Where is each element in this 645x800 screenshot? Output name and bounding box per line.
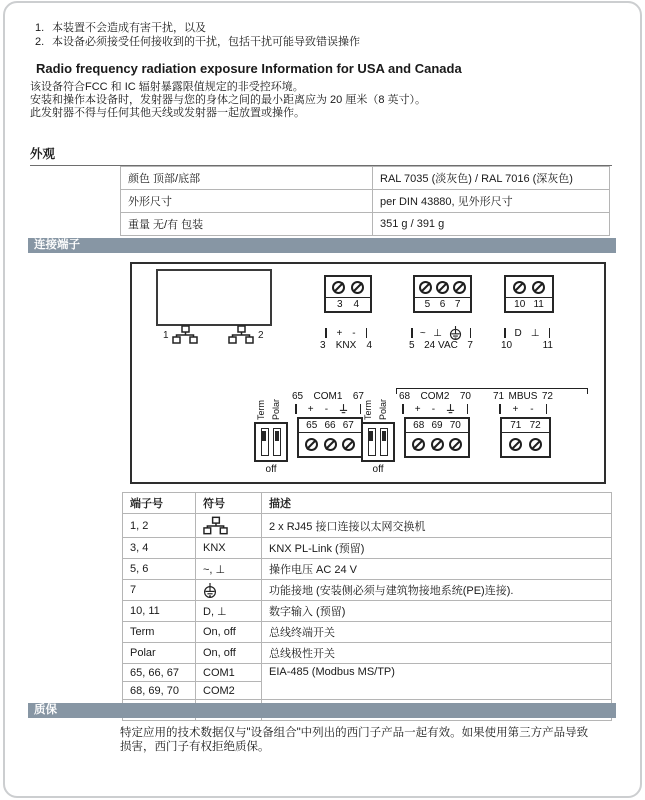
dip-slider <box>368 428 376 456</box>
description-cell: 操作电压 AC 24 V <box>262 559 612 580</box>
attribute-value: RAL 7035 (淡灰色) / RAL 7016 (深灰色) <box>373 167 610 190</box>
table-row <box>123 622 612 643</box>
table-row <box>123 538 612 559</box>
notes-list <box>35 22 595 49</box>
table-row <box>123 664 612 682</box>
screw-terminal-icon <box>513 281 526 294</box>
appearance-table <box>120 166 610 236</box>
bus-name: MBUS <box>508 391 538 402</box>
terminal-number: 5 <box>424 299 431 310</box>
list-text: 本装置不会造成有害干扰，以及 <box>52 22 206 34</box>
screw-terminal-icon <box>436 281 449 294</box>
terminal-cell: 68, 69, 70 <box>123 682 196 700</box>
terminal-number: 68 <box>399 391 411 402</box>
terminal-number: 65 <box>292 391 304 402</box>
ethernet-icon <box>203 516 228 535</box>
terminal-cell: 65, 66, 67 <box>123 664 196 682</box>
symbol-cell: D, ⊥ <box>196 601 262 622</box>
dip-off-label: off <box>372 464 384 475</box>
tick-mark <box>411 328 413 338</box>
terminal-cell: Polar <box>123 643 196 664</box>
terminal-number: 3 <box>336 299 343 310</box>
symbol-cell: KNX <box>196 538 262 559</box>
bus-name: 24 VAC <box>424 339 458 351</box>
terminal-number: 4 <box>366 339 372 351</box>
terminal-cell: 7 <box>123 580 196 601</box>
digital-sign: D <box>514 327 522 339</box>
ground-icon <box>446 404 455 415</box>
terminal-number: 4 <box>353 299 360 310</box>
eth-port-1-label: 1 <box>163 330 169 341</box>
functional-earth-icon <box>449 326 462 340</box>
dip-label-polar: Polar <box>378 398 388 420</box>
paragraph-line: 特定应用的技术数据仅与"设备组合"中列出的西门子产品一起有效。如果使用第三方产品导致 <box>120 727 589 739</box>
polarity-sign: - <box>352 327 356 339</box>
terminal-number: 10 <box>514 299 526 310</box>
symbol-cell: COM1 <box>196 664 262 682</box>
terminal-number: 3 <box>320 339 326 351</box>
functional-earth-icon <box>203 583 217 598</box>
list-item <box>35 36 595 50</box>
terminal-number: 71 <box>493 391 505 402</box>
terminal-cell: 3, 4 <box>123 538 196 559</box>
tick-mark <box>402 404 404 414</box>
rf-exposure-paragraph <box>30 81 610 120</box>
symbol-cell: On, off <box>196 622 262 643</box>
list-number: 2. <box>35 35 45 48</box>
polarity-sign: + <box>414 403 421 415</box>
terminal-cell: 5, 6 <box>123 559 196 580</box>
symbol-cell: On, off <box>196 643 262 664</box>
knx-label-group <box>320 327 372 351</box>
vac-label-group <box>409 327 473 351</box>
col-header-description: 描述 <box>262 493 612 514</box>
tick-mark <box>470 328 472 338</box>
dip-switch <box>254 422 288 462</box>
description-cell: EIA-485 (Modbus MS/TP) <box>262 664 612 700</box>
attribute-value: per DIN 43880, 见外形尺寸 <box>373 190 610 213</box>
col-header-symbol: 符号 <box>196 493 262 514</box>
screw-terminal-icon <box>324 438 337 451</box>
table-row <box>123 559 612 580</box>
bus-name: KNX <box>335 339 357 351</box>
dip-slider <box>273 428 281 456</box>
polarity-sign: + <box>512 403 519 415</box>
tick-mark <box>325 328 327 338</box>
paragraph-line: 安装和操作本设备时，发射器与您的身体之间的最小距离应为 20 厘米（8 英寸）。 <box>30 94 427 106</box>
terminal-number: 5 <box>409 339 415 351</box>
terminal-diagram <box>130 262 606 484</box>
description-cell: KNX PL-Link (预留) <box>262 538 612 559</box>
ground-icon <box>339 404 348 415</box>
screw-terminal-icon <box>342 438 355 451</box>
symbol-cell <box>196 514 262 538</box>
terminal-number: 67 <box>342 420 354 431</box>
dip-switch-labels <box>256 386 281 420</box>
terminal-number: 67 <box>352 391 364 402</box>
ground-sign: ⊥ <box>530 327 540 339</box>
tick-mark <box>366 328 368 338</box>
ethernet-icon <box>228 325 254 344</box>
screw-terminal-icon <box>509 438 522 451</box>
ethernet-icon <box>172 325 198 344</box>
tick-mark <box>504 328 506 338</box>
tick-mark <box>295 404 297 414</box>
terminal-number: 70 <box>449 420 461 431</box>
table-row <box>123 643 612 664</box>
dip-slider <box>380 428 388 456</box>
terminal-table <box>122 492 612 721</box>
dip-switch <box>361 422 395 462</box>
tick-mark <box>467 404 469 414</box>
terminal-number: 6 <box>439 299 446 310</box>
screw-terminal-icon <box>431 438 444 451</box>
terminal-block-com1 <box>297 417 363 458</box>
symbol-cell: ~, ⊥ <box>196 559 262 580</box>
description-cell: 数字输入 (预留) <box>262 601 612 622</box>
terminal-block-com2 <box>404 417 470 458</box>
polarity-sign: - <box>530 403 534 415</box>
list-text: 本设备必须接受任何接收到的干扰，包括干扰可能导致错误操作 <box>52 35 360 48</box>
attribute-label: 重量 无/有 包装 <box>121 213 373 236</box>
col-header-terminal: 端子号 <box>123 493 196 514</box>
screw-terminal-icon <box>529 438 542 451</box>
terminal-number: 10 <box>501 339 513 351</box>
screw-terminal-icon <box>453 281 466 294</box>
terminal-number: 7 <box>467 339 473 351</box>
polarity-sign: - <box>324 403 329 415</box>
terminal-cell: 10, 11 <box>123 601 196 622</box>
device-front-rect <box>156 269 272 326</box>
terminal-number: 7 <box>454 299 461 310</box>
terminal-number: 69 <box>431 420 443 431</box>
table-row <box>123 601 612 622</box>
table-row <box>123 580 612 601</box>
table-header-row <box>123 493 612 514</box>
terminal-number: 66 <box>324 420 336 431</box>
list-item <box>35 22 595 36</box>
terminal-number: 65 <box>306 420 318 431</box>
terminal-number: 11 <box>542 339 553 351</box>
section-title-warranty: 质保 <box>28 703 616 718</box>
table-row <box>123 514 612 538</box>
bus-name: COM1 <box>313 391 343 402</box>
polarity-sign: - <box>431 403 436 415</box>
attribute-label: 颜色 顶部/底部 <box>121 167 373 190</box>
description-cell: 2 x RJ45 接口连接以太网交换机 <box>262 514 612 538</box>
section-title-appearance: 外观 <box>30 144 612 166</box>
terminal-number: 70 <box>459 391 471 402</box>
paragraph-line: 损害，西门子有权拒绝质保。 <box>120 741 270 753</box>
eth-port-2-label: 2 <box>258 330 264 341</box>
attribute-label: 外形尺寸 <box>121 190 373 213</box>
attribute-value: 351 g / 391 g <box>373 213 610 236</box>
ground-sign: ⊥ <box>433 327 442 339</box>
tick-mark <box>549 328 551 338</box>
terminal-cell: 1, 2 <box>123 514 196 538</box>
screw-terminal-icon <box>449 438 462 451</box>
dip-label-polar: Polar <box>271 398 281 420</box>
paragraph-line: 此发射器不得与任何其他天线或发射器一起放置或操作。 <box>30 107 305 119</box>
tick-mark <box>499 404 501 414</box>
polarity-sign: + <box>307 403 314 415</box>
terminal-block-mbus <box>500 417 551 458</box>
terminal-block-knx <box>324 275 372 313</box>
dip-switch-labels <box>363 386 388 420</box>
list-number: 1. <box>35 22 45 34</box>
description-cell: 总线极性开关 <box>262 643 612 664</box>
terminal-block-24vac <box>413 275 472 313</box>
terminal-number: 68 <box>413 420 425 431</box>
dip-label-term: Term <box>256 400 266 420</box>
table-row <box>121 190 610 213</box>
screw-terminal-icon <box>332 281 345 294</box>
section-title-terminals: 连接端子 <box>28 238 616 253</box>
ac-sign: ~ <box>419 327 426 339</box>
screw-terminal-icon <box>419 281 432 294</box>
symbol-cell: COM2 <box>196 682 262 700</box>
com1-label-group <box>292 390 364 415</box>
di-label-group <box>501 327 553 351</box>
dip-label-term: Term <box>363 400 373 420</box>
screw-terminal-icon <box>351 281 364 294</box>
bus-name: COM2 <box>420 391 450 402</box>
table-row <box>121 167 610 190</box>
terminal-number: 71 <box>510 420 522 431</box>
table-row <box>121 213 610 236</box>
warranty-paragraph <box>120 726 614 754</box>
terminal-number: 72 <box>541 391 553 402</box>
screw-terminal-icon <box>305 438 318 451</box>
screw-terminal-icon <box>532 281 545 294</box>
tick-mark <box>360 404 362 414</box>
paragraph-line: 该设备符合FCC 和 IC 辐射暴露限值规定的非受控环境。 <box>30 81 304 93</box>
screw-terminal-icon <box>412 438 425 451</box>
terminal-block-di <box>504 275 554 313</box>
polarity-sign: + <box>336 327 343 339</box>
dip-off-label: off <box>265 464 277 475</box>
description-cell: 功能接地 (安装侧必须与建筑物接地系统(PE)连接). <box>262 580 612 601</box>
description-cell: 总线终端开关 <box>262 622 612 643</box>
terminal-cell: Term <box>123 622 196 643</box>
mbus-label-group <box>493 390 553 415</box>
tick-mark <box>546 404 548 414</box>
terminal-number: 11 <box>533 299 544 310</box>
com2-label-group <box>399 390 471 415</box>
dip-slider <box>261 428 269 456</box>
symbol-cell <box>196 580 262 601</box>
rf-exposure-heading: Radio frequency radiation exposure Information for USA and Canada <box>36 61 462 76</box>
terminal-number: 72 <box>529 420 541 431</box>
